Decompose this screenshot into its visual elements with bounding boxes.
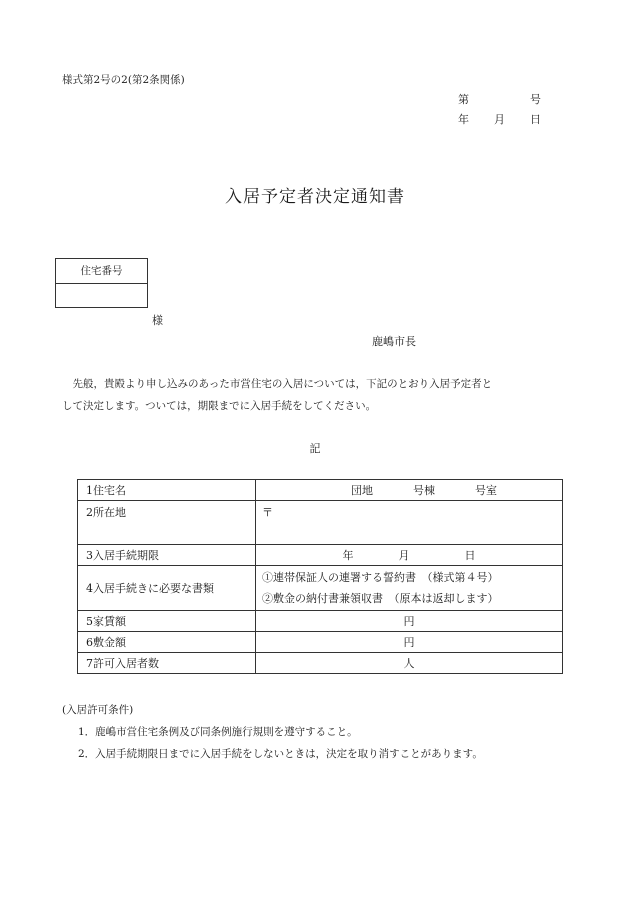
rent-value: 円 (256, 611, 563, 632)
recipient-honorific: 様 (152, 314, 163, 327)
notice-body (62, 373, 552, 417)
house-number-box (55, 258, 148, 308)
table-row (78, 611, 563, 632)
condition-item-1: 1．鹿嶋市営住宅条例及び同条例施行規則を遵守すること。 (78, 726, 358, 738)
row-label-housing-name: 1住宅名 (78, 480, 256, 501)
condition-item-2: 2．入居手続期限日までに入居手続をしないときは，決定を取り消すことがあります。 (78, 748, 483, 760)
date-year-label: 年 (458, 113, 469, 126)
issuer-name: 鹿嶋市長 (372, 335, 416, 348)
house-number-label: 住宅番号 (56, 259, 147, 284)
gotou-label: 号棟 (413, 484, 435, 497)
document-number-suffix: 号 (530, 93, 541, 106)
document-number-prefix: 第 (458, 93, 469, 106)
table-row (78, 566, 563, 611)
notice-body-line-2: して決定します。ついては，期限までに入居手続をしてください。 (62, 400, 377, 412)
occupants-value: 人 (256, 653, 563, 674)
form-number-label: 様式第2号の2(第2条関係) (62, 74, 185, 86)
document-item-1: ①連帯保証人の連署する誓約書 （様式第４号） (262, 571, 499, 584)
required-documents-value (256, 566, 563, 611)
date-day-label: 日 (530, 113, 541, 126)
table-row (78, 545, 563, 566)
ki-heading: 記 (309, 442, 321, 455)
danchi-label: 団地 (351, 484, 373, 497)
address-value: 〒 (256, 501, 563, 545)
table-row (78, 632, 563, 653)
deadline-month-label: 月 (398, 549, 410, 562)
row-label-address: 2所在地 (78, 501, 256, 545)
notice-body-line-1: 先般，貴殿より申し込みのあった市営住宅の入居については，下記のとおり入居予定者と (62, 378, 493, 390)
date-month-label: 月 (494, 113, 505, 126)
deadline-day-label: 日 (464, 549, 476, 562)
document-title: 入居予定者決定通知書 (225, 187, 405, 207)
row-label-deposit: 6敷金額 (78, 632, 256, 653)
table-row (78, 653, 563, 674)
table-row (78, 480, 563, 501)
row-label-occupants: 7許可入居者数 (78, 653, 256, 674)
row-label-deadline: 3入居手続期限 (78, 545, 256, 566)
details-table (77, 479, 563, 674)
deadline-year-label: 年 (342, 549, 354, 562)
row-label-rent: 5家賃額 (78, 611, 256, 632)
document-item-2: ②敷金の納付書兼領収書 （原本は返却します） (262, 592, 499, 605)
conditions-heading: (入居許可条件) (62, 704, 134, 716)
goushitsu-label: 号室 (475, 484, 497, 497)
deadline-value (256, 545, 563, 566)
housing-name-value (256, 480, 563, 501)
row-label-required-documents: 4入居手続きに必要な書類 (78, 566, 256, 611)
deposit-value: 円 (256, 632, 563, 653)
table-row (78, 501, 563, 545)
